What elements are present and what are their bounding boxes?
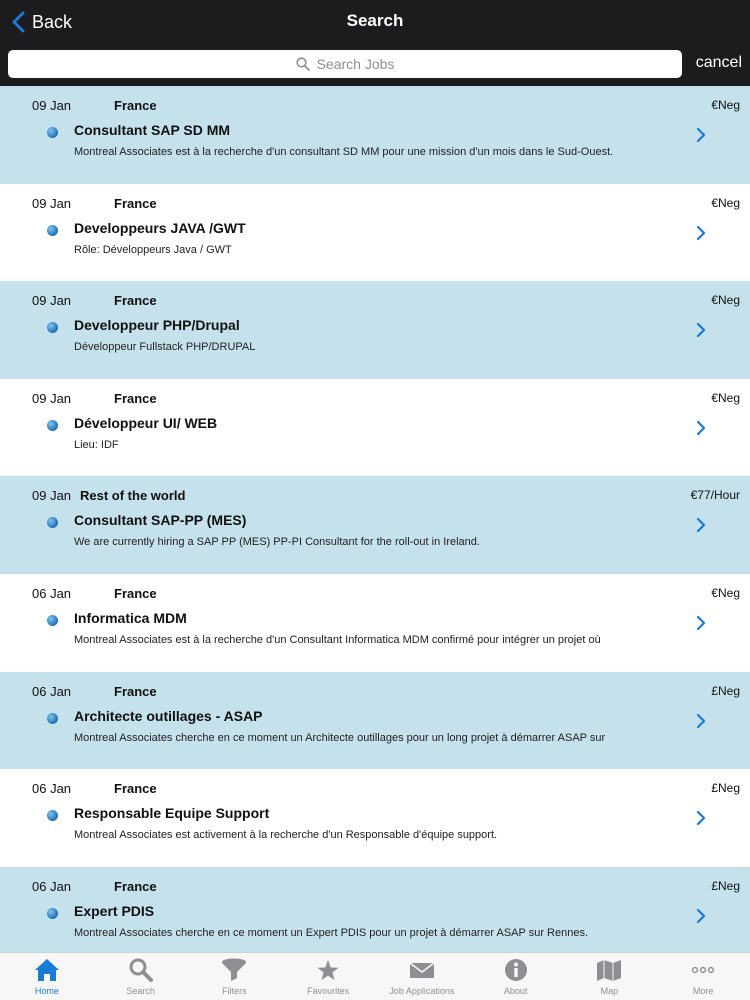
job-description: Lieu: IDF [74, 438, 119, 451]
tab-home[interactable] [0, 953, 94, 1000]
job-row[interactable] [0, 86, 750, 184]
magnifier-icon [296, 57, 310, 71]
search-input[interactable] [8, 50, 682, 78]
job-description: Montreal Associates cherche en ce moment un Expert PDIS pour un projet à démarrer ASAP sur Rennes. [74, 926, 589, 939]
job-date: 09 Jan [32, 488, 72, 504]
job-date: 09 Jan [32, 98, 72, 113]
filter-icon [220, 957, 248, 983]
tab-label: About [503, 986, 528, 996]
tab-label: Favourites [307, 986, 350, 996]
job-rate: €Neg [711, 98, 740, 112]
tab-map[interactable] [563, 953, 657, 1000]
navigation-bar [0, 0, 750, 44]
job-title: Développeur UI/ WEB [74, 414, 218, 431]
job-rate: €77/Hour [690, 488, 740, 503]
job-date: 06 Jan [32, 585, 72, 601]
job-title: Expert PDIS [74, 902, 155, 919]
tab-bar [0, 952, 750, 1000]
job-rate: £Neg [711, 781, 740, 796]
job-location: France [114, 390, 157, 406]
job-location: France [114, 683, 157, 699]
job-rate: €Neg [711, 585, 740, 600]
job-list [0, 86, 750, 952]
chevron-right-icon [696, 908, 706, 924]
cancel-button[interactable]: cancel [695, 54, 742, 71]
bullet-icon [47, 615, 58, 626]
job-row[interactable] [0, 184, 750, 282]
job-description: Développeur Fullstack PHP/DRUPAL [74, 341, 256, 354]
job-rate: £Neg [711, 683, 740, 698]
job-date: 06 Jan [32, 878, 72, 894]
bullet-icon [47, 225, 58, 236]
job-title: Architecte outillages - ASAP [74, 707, 263, 724]
job-description: Montreal Associates est à la recherche d'un Consultant Informatica MDM confirmé pour intégrer un projet où [74, 633, 601, 646]
job-location: Rest of the world [80, 488, 186, 504]
job-date: 09 Jan [32, 293, 72, 309]
job-row[interactable] [0, 574, 750, 672]
job-description: Montreal Associates cherche en ce moment un Architecte outillages pour un long projet à démarrer ASAP sur [74, 731, 606, 744]
job-location: France [114, 195, 157, 211]
tab-label: Home [34, 986, 59, 996]
job-row[interactable] [0, 476, 750, 574]
tab-job-applications[interactable] [375, 953, 469, 1000]
bullet-icon [47, 420, 58, 431]
job-title: Developpeur PHP/Drupal [74, 317, 240, 334]
tab-about[interactable] [469, 953, 563, 1000]
job-date: 06 Jan [32, 683, 72, 699]
chevron-right-icon [696, 420, 706, 436]
bullet-icon [47, 810, 58, 821]
chevron-right-icon [696, 322, 706, 338]
chevron-right-icon [696, 127, 706, 143]
chevron-right-icon [696, 713, 706, 729]
job-description: We are currently hiring a SAP PP (MES) PP-PI Consultant for the roll-out in Ireland. [74, 536, 480, 549]
job-location: France [114, 585, 157, 601]
job-row[interactable] [0, 769, 750, 867]
job-title: Consultant SAP-PP (MES) [74, 512, 247, 529]
job-rate: €Neg [711, 390, 740, 405]
job-location: France [114, 878, 157, 894]
job-title: Responsable Equipe Support [74, 805, 270, 822]
job-date: 09 Jan [32, 390, 72, 406]
search-icon [127, 957, 155, 983]
bullet-icon [47, 713, 58, 724]
job-title: Developpeurs JAVA /GWT [74, 219, 246, 236]
bullet-icon [47, 517, 58, 528]
job-row[interactable] [0, 867, 750, 952]
tab-more[interactable] [656, 953, 750, 1000]
job-description: Rôle: Développeurs Java / GWT [74, 243, 232, 256]
tab-label: More [692, 986, 714, 996]
star-icon [314, 957, 342, 983]
job-title: Consultant SAP SD MM [74, 122, 231, 138]
chevron-right-icon [696, 517, 706, 533]
search-bar [0, 44, 750, 86]
tab-label: Search [126, 986, 155, 996]
job-date: 09 Jan [32, 195, 72, 211]
more-icon [689, 957, 717, 983]
job-location: France [114, 98, 157, 113]
job-row[interactable] [0, 379, 750, 477]
job-location: France [114, 781, 157, 797]
chevron-right-icon [696, 615, 706, 631]
back-label: Back [32, 11, 73, 32]
home-icon [33, 957, 61, 983]
map-icon [595, 957, 623, 983]
bullet-icon [47, 322, 58, 333]
page-title: Search [346, 11, 404, 30]
tab-label: Job Applications [389, 986, 455, 996]
job-row[interactable] [0, 672, 750, 770]
job-date: 06 Jan [32, 781, 72, 797]
job-rate: €Neg [711, 195, 740, 210]
job-rate: £Neg [711, 878, 740, 893]
job-title: Informatica MDM [74, 609, 187, 626]
job-description: Montreal Associates est à la recherche d'un consultant SD MM pour une mission d'un mois dans le Sud-Ouest. [74, 146, 614, 158]
job-location: France [114, 293, 157, 309]
tab-favourites[interactable] [281, 953, 375, 1000]
tab-filters[interactable] [188, 953, 282, 1000]
tab-label: Map [600, 986, 619, 996]
bullet-icon [47, 908, 58, 919]
envelope-icon [408, 957, 436, 983]
search-placeholder: Search Jobs [316, 56, 395, 72]
job-description: Montreal Associates est activement à la recherche d'un Responsable d'équipe support. [74, 829, 498, 842]
info-icon [502, 957, 530, 983]
job-rate: €Neg [711, 293, 740, 308]
bullet-icon [47, 127, 58, 138]
chevron-right-icon [696, 225, 706, 241]
job-row[interactable] [0, 281, 750, 379]
tab-label: Filters [222, 986, 247, 996]
tab-search[interactable] [94, 953, 188, 1000]
chevron-right-icon [696, 810, 706, 826]
